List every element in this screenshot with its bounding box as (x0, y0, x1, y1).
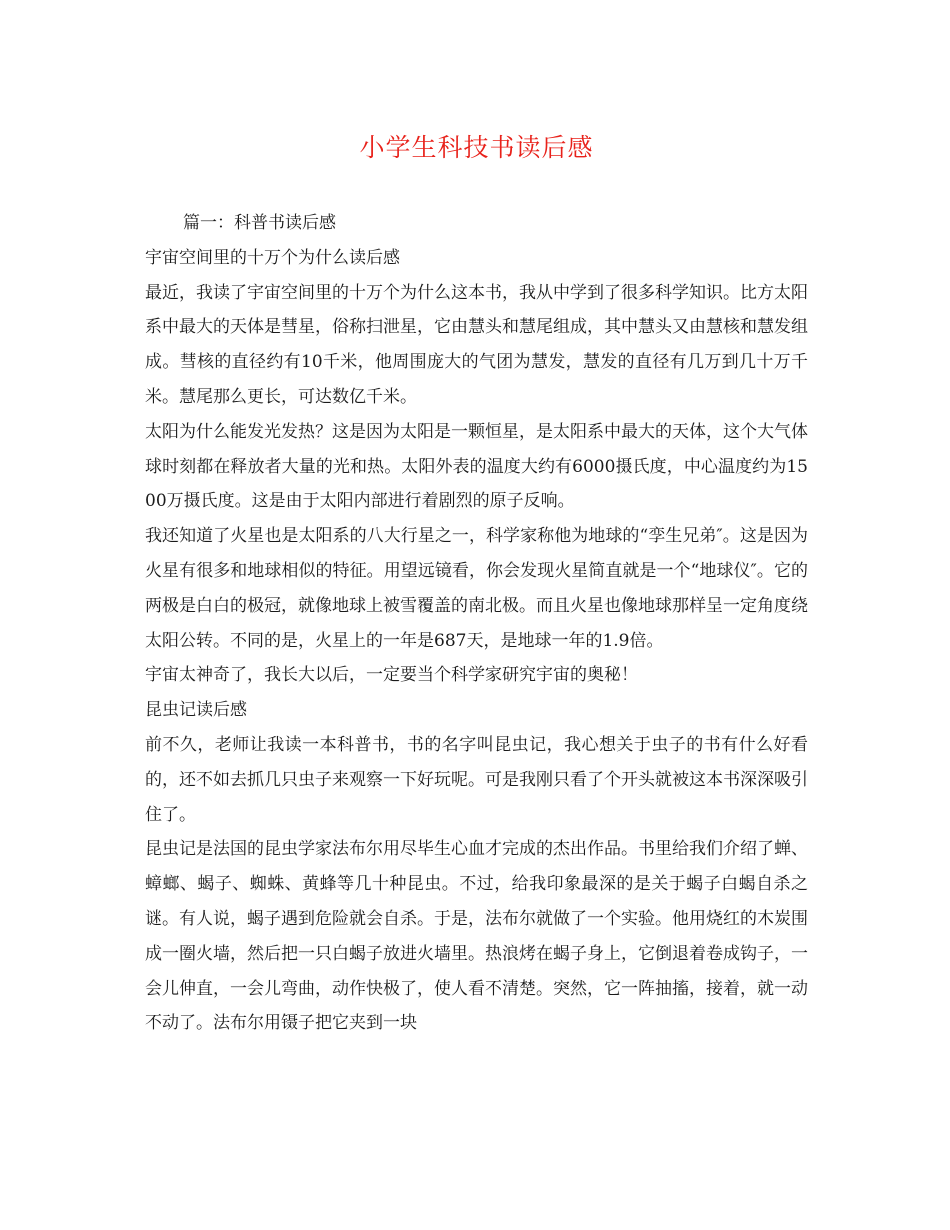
article-heading: 昆虫记读后感 (145, 700, 247, 721)
paragraph: 太阳为什么能发光发热？这是因为太阳是一颗恒星，是太阳系中最大的天体，这个大气体球时刻都在释放者大量的光和热。太阳外表的温度大约有6000摄氏度，中心温度约为1500万摄氏度。这是由于太阳内部进行着剧烈的原子反响。 (145, 421, 808, 512)
section-heading: 篇一：科普书读后感 (183, 213, 336, 233)
paragraph: 最近，我读了宇宙空间里的十万个为什么这本书，我从中学到了很多科学知识。比方太阳系中最大的天体是彗星，俗称扫泄星，它由慧头和慧尾组成，其中慧头又由慧核和慧发组成。彗核的直径约有10千米，他周围庞大的气团为慧发，慧发的直径有几万到几十万千米。慧尾那么更长，可达数亿千米。 (145, 282, 808, 407)
paragraph: 我还知道了火星也是太阳系的八大行星之一，科学家称他为地球的“孪生兄弟″。这是因为火星有很多和地球相似的特征。用望远镜看，你会发现火星简直就是一个“地球仪″。它的两极是白白的极冠，就像地球上被雪覆盖的南北极。而且火星也像地球那样呈一定角度绕太阳公转。不同的是，火星上的一年是687天，是地球一年的1.9倍。 (145, 526, 808, 651)
paragraph: 宇宙太神奇了，我长大以后，一定要当个科学家研究宇宙的奥秘！ (145, 665, 638, 686)
paragraph: 昆虫记是法国的昆虫学家法布尔用尽毕生心血才完成的杰出作品。书里给我们介绍了蝉、蟑螂、蝎子、蜘蛛、黄蜂等几十种昆虫。不过，给我印象最深的是关于蝎子白蝎自杀之谜。有人说，蝎子遇到危险就会自杀。于是，法布尔就做了一个实验。他用烧红的木炭围成一圈火墙，然后把一只白蝎子放进火墙里。热浪烤在蝎子身上，它倒退着卷成钩子，一会儿伸直，一会儿弯曲，动作快极了，使人看不清楚。突然，它一阵抽搐，接着，就一动不动了。法布尔用镊子把它夹到一块 (145, 839, 808, 1034)
article-heading: 宇宙空间里的十万个为什么读后感 (145, 247, 400, 268)
document-title: 小学生科技书读后感 (359, 133, 594, 162)
document-body (145, 206, 808, 1041)
paragraph: 前不久，老师让我读一本科普书，书的名字叫昆虫记，我心想关于虫子的书有什么好看的，还不如去抓几只虫子来观察一下好玩呢。可是我刚只看了个开头就被这本书深深吸引住了。 (145, 734, 808, 825)
